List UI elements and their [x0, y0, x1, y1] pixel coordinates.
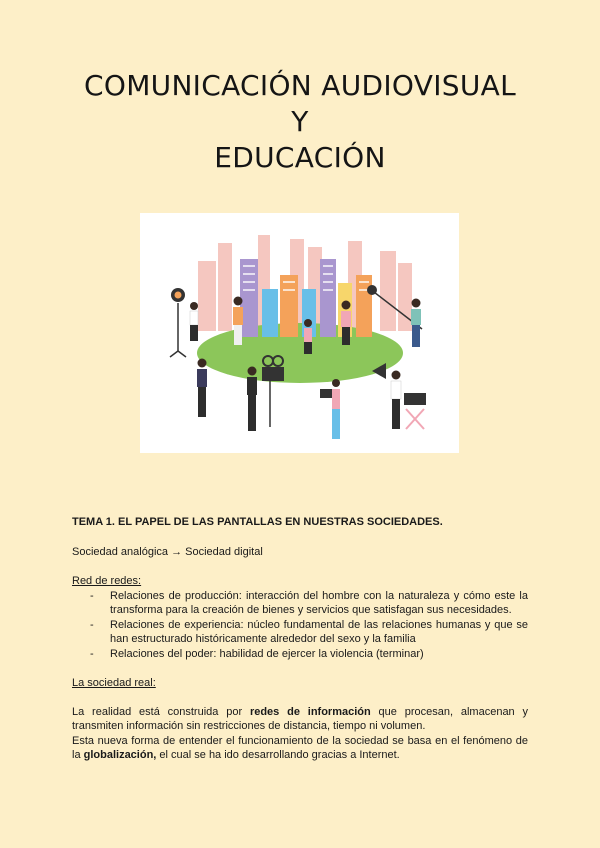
title-line: Y [291, 105, 309, 138]
red-de-redes-list [72, 589, 528, 662]
document-title [0, 68, 600, 176]
paragraph [72, 734, 528, 763]
film-crew-illustration [140, 213, 459, 453]
list-item-text: Relaciones de producción: interacción del hombre con la naturaleza y cómo este la transforma para la creación de bienes y servicios que satisfagan sus necesidades. [110, 589, 528, 616]
bold-term: redes de información [249, 705, 371, 718]
paragraph-text: que procesan, almacenan y transmiten información sin restricciones de distancia, tiempo ni volumen. [72, 705, 528, 732]
red-de-redes-title: Red de redes: [72, 575, 142, 587]
list-item [72, 618, 528, 647]
subline-text: Sociedad analógica → Sociedad digital [72, 545, 263, 558]
title-line: EDUCACIÓN [214, 141, 386, 174]
list-item-text: Relaciones del poder: habilidad de ejercer la violencia (terminar) [110, 647, 424, 660]
paragraph-text: La realidad está construida por [72, 705, 250, 718]
list-item [72, 647, 528, 662]
paragraph [72, 705, 528, 734]
film-crew-drawing [140, 213, 459, 453]
list-dash: - [90, 618, 94, 631]
document-body [72, 515, 528, 763]
list-dash: - [90, 647, 94, 660]
list-dash: - [90, 589, 94, 602]
sociedad-real-title: La sociedad real: [72, 677, 156, 689]
bold-term: globalización, [83, 749, 157, 761]
paragraph-text: Esta nueva forma de entender el funcionamiento de la sociedad se basa en el fenómeno de la [72, 734, 528, 761]
paragraph-text: el cual se ha ido desarrollando gracias a Internet. [156, 749, 400, 761]
list-item [72, 589, 528, 618]
section-heading: TEMA 1. EL PAPEL DE LAS PANTALLAS EN NUESTRAS SOCIEDADES. [72, 516, 443, 528]
list-item-text: Relaciones de experiencia: núcleo fundamental de las relaciones humanas y que se han estructurado históricamente alrededor del sexo y la familia [110, 618, 528, 645]
title-line: COMUNICACIÓN AUDIOVISUAL [84, 69, 516, 102]
